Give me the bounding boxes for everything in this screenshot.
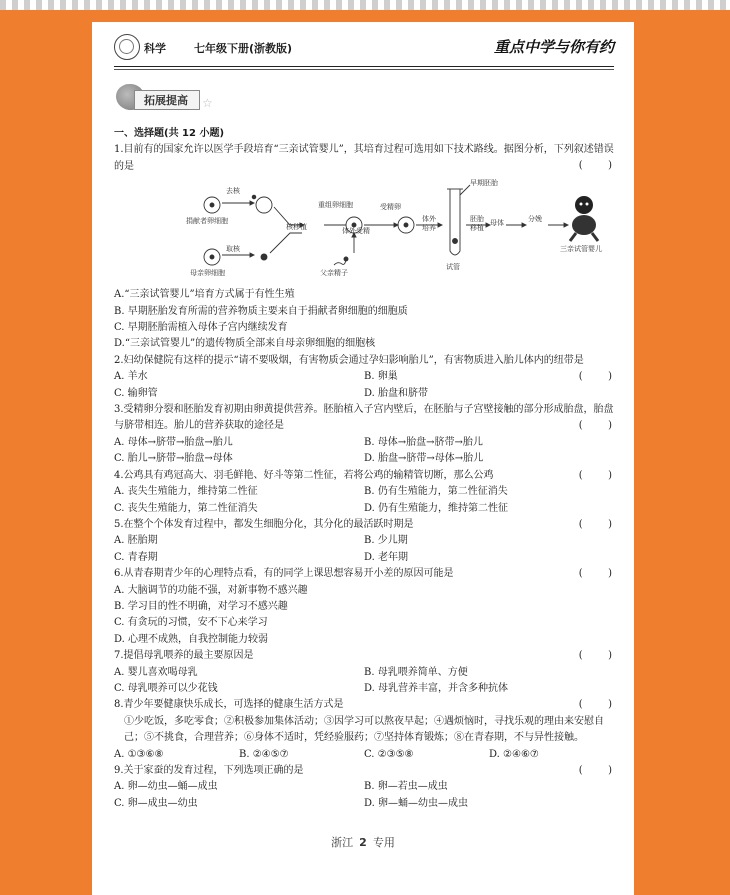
section-title: 一、选择题(共 12 小题): [114, 128, 225, 139]
label-donor-egg: 捐献者卵细胞: [186, 217, 228, 226]
footer-label: 专用: [372, 836, 395, 849]
label-nuclear-transplant: 核移植: [286, 223, 307, 232]
label-mother-body: 母体: [490, 219, 504, 228]
option: B. 卵巢: [364, 371, 398, 383]
option: C. 输卵管: [114, 387, 158, 399]
question-2: [114, 353, 614, 402]
answer-blank: ( ): [578, 765, 612, 776]
option: C. 青春期: [114, 551, 158, 563]
option: B. 仍有生殖能力，第二性征消失: [364, 486, 508, 498]
label-delivery: 分娩: [528, 215, 542, 224]
label-extract-nucleus: 取核: [226, 245, 240, 254]
option: C. 有贪玩的习惯，安不下心来学习: [114, 617, 268, 629]
option: A.“三亲试管婴儿”培育方式属于有性生殖: [114, 289, 295, 301]
label-early-embryo: 早期胚胎: [470, 179, 498, 188]
label-test-tube: 试管: [446, 263, 460, 272]
option: C. 早期胚胎需植入母体子宫内继续发育: [114, 322, 288, 334]
label-mother-egg: 母亲卵细胞: [190, 269, 225, 278]
answer-blank: ( ): [578, 469, 612, 481]
document-page: [92, 22, 634, 895]
question-5: [114, 517, 614, 566]
question-stem: 9.关于家蚕的发育过程，下列选项正确的是: [114, 765, 304, 776]
question-stem: 2.妇幼保健院有这样的提示“请不要吸烟，有害物质会通过孕妇影响胎儿”，有害物质进入胎儿体内的纽带是: [114, 354, 584, 366]
section-banner: [116, 84, 216, 114]
header-rule: [114, 66, 614, 67]
answer-blank: ( ): [578, 160, 612, 172]
option: C. 卵—成虫—幼虫: [114, 797, 198, 809]
answer-blank: ( ): [578, 568, 612, 580]
answer-blank: ( ): [578, 518, 612, 530]
question-stem: 7.提倡母乳喂养的最主要原因是: [114, 650, 254, 662]
option: D. 卵—蛹—幼虫—成虫: [364, 797, 469, 809]
question-3: [114, 402, 614, 468]
question-stem: 4.公鸡具有鸡冠高大、羽毛鲜艳、好斗等第二性征，若将公鸡的输精管切断，那么公鸡: [114, 469, 494, 481]
option: C. 丧失生殖能力，第二性征消失: [114, 502, 258, 514]
question-1: [114, 142, 614, 352]
question-4: [114, 468, 614, 517]
label-ivf: 体外受精: [342, 227, 370, 236]
label-remove-nucleus: 去核: [226, 187, 240, 196]
question-9: [114, 763, 614, 812]
option: B. 母体→胎盘→脐带→胎儿: [364, 436, 483, 448]
option: D. 老年期: [364, 551, 409, 563]
page-number: 2: [359, 836, 367, 849]
option: A. 婴儿喜欢喝母乳: [114, 666, 198, 678]
header-grade: 七年级下册(浙教版): [194, 42, 293, 55]
answer-blank: ( ): [578, 370, 612, 382]
option: B. 少儿期: [364, 535, 408, 547]
label-baby: 三亲试管婴儿: [560, 245, 602, 254]
answer-blank: ( ): [578, 420, 612, 432]
option: B. 学习目的性不明确，对学习不感兴趣: [114, 600, 288, 612]
answer-blank: ( ): [578, 699, 612, 711]
option: A. 胚胎期: [114, 535, 158, 547]
label-fertilized-egg: 受精卵: [380, 203, 401, 212]
option: D.“三亲试管婴儿”的遗传物质全部来自母亲卵细胞的细胞核: [114, 338, 376, 350]
question-6: [114, 566, 614, 648]
question-stem: 3.受精卵分裂和胚胎发育初期由卵黄提供营养。胚胎植入子宫内壁后，在胚胎与子宫壁接触的部分形成胎盘，胎盘与脐带相连。胎儿的营养获取的途径是: [114, 404, 614, 432]
banner-title: 拓展提高: [144, 94, 188, 107]
option: B. 母乳喂养简单、方便: [364, 666, 468, 678]
question-7: [114, 648, 614, 697]
page-footer: [92, 834, 634, 850]
label-father-sperm: 父亲精子: [320, 269, 348, 278]
option: D. ②④⑥⑦: [489, 748, 539, 760]
label-culture: 体外培养: [422, 215, 436, 233]
option: B. 早期胚胎发育所需的营养物质主要来自于捐献者卵细胞的细胞质: [114, 305, 408, 317]
option: D. 母乳营养丰富，并含多种抗体: [364, 682, 509, 694]
question-8: [114, 697, 614, 763]
header-rule-thin: [114, 69, 614, 70]
question-detail: ①少吃饭，多吃零食；②积极参加集体活动；③因学习可以熬夜早起；④遇烦恼时，寻找乐观的理由来安慰自己；⑤不挑食，合理营养；⑥身体不适时，凭经验服药；⑦坚持体育锻炼；⑧在青春期，不与异性接触。: [124, 715, 604, 744]
header-subject: 科学: [144, 42, 166, 55]
option: C. 胎儿→脐带→胎盘→母体: [114, 453, 233, 465]
question-stem: 1.目前有的国家允许以医学手段培育“三亲试管婴儿”，其培育过程可选用如下技术路线。据图分析，下列叙述错误的是: [114, 144, 614, 172]
option: D. 心理不成熟，自我控制能力较弱: [114, 633, 269, 645]
question-list: [114, 126, 614, 812]
question-stem: 6.从青春期青少年的心理特点看，有的同学上课思想容易开小差的原因可能是: [114, 568, 454, 580]
option: A. 大脑调节的功能不强，对新事物不感兴趣: [114, 584, 308, 596]
option: A. 丧失生殖能力，维持第二性征: [114, 486, 258, 498]
page-header: [114, 34, 614, 64]
option: D. 胎盘和脐带: [364, 387, 429, 399]
ivf-diagram: [114, 175, 614, 287]
answer-blank: ( ): [578, 650, 612, 662]
option: A. 母体→脐带→胎盘→胎儿: [114, 436, 233, 448]
question-stem: 8.青少年要健康快乐成长，可选择的健康生活方式是: [114, 699, 344, 711]
option: B. ②④⑤⑦: [239, 748, 289, 760]
option: D. 胎盘→脐带→母体→胎儿: [364, 453, 484, 465]
school-seal-icon: [114, 34, 140, 60]
option: C. ②③⑤⑧: [364, 748, 414, 760]
option: B. 卵—若虫—成虫: [364, 781, 448, 793]
option: D. 仍有生殖能力，维持第二性征: [364, 502, 509, 514]
option: C. 母乳喂养可以少花钱: [114, 682, 218, 694]
header-slogan: 重点中学与你有约: [493, 38, 614, 56]
option: A. ①③⑥⑧: [114, 748, 164, 760]
option: A. 羊水: [114, 371, 148, 383]
option: A. 卵—幼虫—蛹—成虫: [114, 781, 218, 793]
label-embryo-transfer: 胚胎移植: [470, 215, 484, 233]
star-icon: ☆: [202, 96, 213, 110]
footer-region: 浙江: [331, 836, 354, 849]
baby-icon: [570, 196, 598, 241]
question-stem: 5.在整个个体发育过程中，都发生细胞分化，其分化的最活跃时期是: [114, 518, 414, 530]
top-stripe: [0, 0, 730, 10]
label-reconstructed-egg: 重组卵细胞: [318, 201, 353, 210]
